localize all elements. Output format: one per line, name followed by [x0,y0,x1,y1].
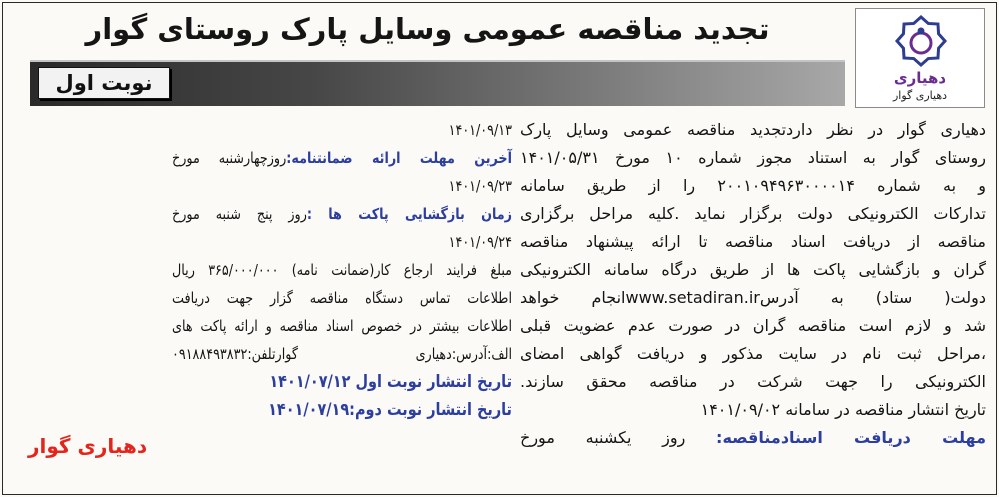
body-line: گران و بازگشایی پاکت ها از طریق درگاه سامانه الکترونیکی [520,260,986,279]
emblem-star [897,17,945,65]
notice-title: تجدید مناقصه عمومی وسایل پارک روستای گوار [85,12,770,46]
opening-date: ۱۴۰۱/۰۹/۲۴ [448,233,512,251]
logo [855,8,985,108]
document-deadline-label: مهلت دریافت اسنادمناقصه: [716,428,987,447]
document-deadline-line [520,424,986,452]
body-line: روستای گوار به استناد مجوز شماره ۱۰ مورخ ۱۴۰۱/۰۵/۳۱ [520,148,986,167]
notice-details [172,116,512,424]
body-line: الکترونیکی را جهت شرکت در مناقصه محقق سازند. [520,372,986,391]
body-line: و به شماره ۲۰۰۱۰۹۴۹۶۳۰۰۰۰۱۴ را از طریق سامانه [520,176,987,195]
guarantee-deadline-date: ۱۴۰۱/۰۹/۲۳ [448,177,512,195]
guarantee-deadline-text: روزچهارشنبه مورخ [172,149,287,167]
opening-time-line [172,200,512,228]
opening-time-text: روز پنج شنبه مورخ [172,205,307,223]
body-line: تاریخ انتشار مناقصه در سامانه ۱۴۰۱/۰۹/۰۲ [700,400,986,419]
logo-mark-text: دهیاری [893,69,947,87]
body-line: ،مراحل ثبت نام در سایت مذکور و دریافت گواهی امضای [520,344,986,363]
body-line: تدارکات الکترونیکی دولت برگزار نماید .کلیه مراحل برگزاری [520,204,986,223]
second-publication-date: تاریخ انتشار نوبت دوم:۱۴۰۱/۰۷/۱۹ [268,400,512,420]
dehyari-emblem-icon [886,13,956,69]
guarantee-deadline-line [172,144,512,172]
emblem-head [918,28,925,35]
body-line: شد و لازم است مناقصه گران در صورت عدم عضویت قبلی [520,316,986,335]
contact-line: مبلغ فرایند ارجاع کار(ضمانت نامه) ۳۶۵/۰۰۰/۰۰۰ ریال [172,261,513,279]
opening-time-label: زمان بازگشایی پاکت ها : [306,205,512,223]
signature: دهیاری گوار [28,434,148,458]
contact-line: اطلاعات بیشتر در خصوص اسناد مناقصه و ارائه پاکت های [172,317,512,335]
banner-bar [30,60,845,106]
body-line: دهیاری گوار در نظر داردتجدید مناقصه عمومی وسایل پارک [520,120,986,139]
document-deadline-text: روز یکشنبه مورخ [520,428,717,447]
contact-line: اطلاعات تماس دستگاه مناقصه گزار جهت دریافت [172,289,512,307]
notice-body [520,116,986,452]
emblem-ring [911,33,931,53]
contact-line: الف:آدرس:دهیاری گوارتلفن:۰۹۱۸۸۴۹۳۸۳۲ [172,345,513,363]
document-deadline-date: ۱۴۰۱/۰۹/۱۳ [448,121,512,139]
body-line: مناقصه از دریافت اسناد مناقصه تا ارائه پیشنهاد مناقصه [520,232,986,251]
first-publication-date: تاریخ انتشار نوبت اول ۱۴۰۱/۰۷/۱۲ [269,372,512,392]
guarantee-deadline-label: آخرین مهلت ارائه ضمانتنامه: [286,149,512,167]
body-line: دولت( ستاد) به آدرسwww.setadiran.irانجام خواهد [520,288,986,307]
logo-caption: دهیاری گوار [892,89,948,102]
round-label: نوبت اول [38,67,170,99]
